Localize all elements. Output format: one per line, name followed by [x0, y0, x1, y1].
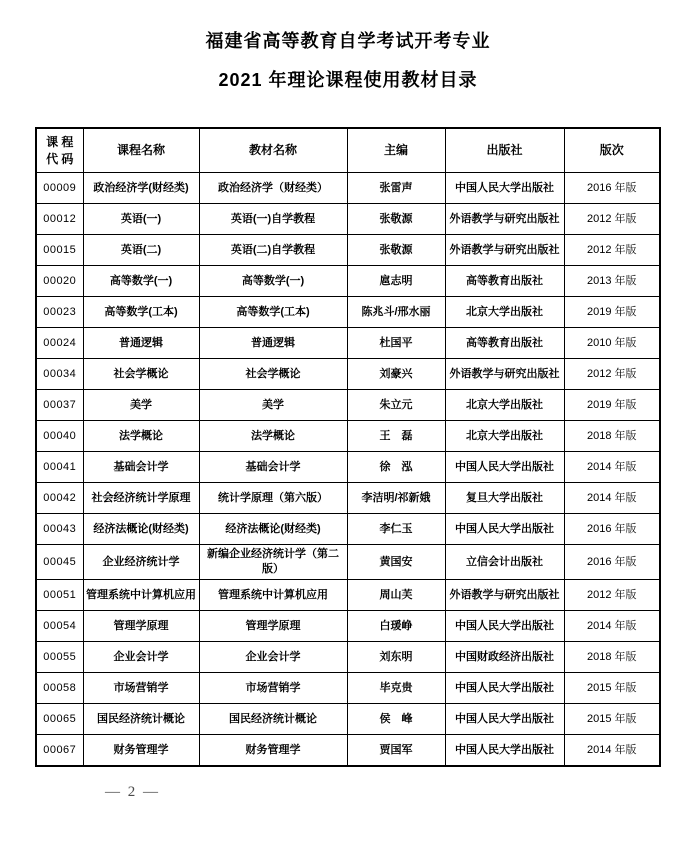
cell-code: 00054 [36, 611, 83, 642]
cell-editor: 杜国平 [347, 328, 445, 359]
header-publisher: 出版社 [445, 128, 564, 173]
cell-publisher: 中国人民大学出版社 [445, 452, 564, 483]
cell-publisher: 中国人民大学出版社 [445, 704, 564, 735]
cell-textbook: 美学 [199, 390, 347, 421]
cell-publisher: 北京大学出版社 [445, 390, 564, 421]
cell-textbook: 管理系统中计算机应用 [199, 580, 347, 611]
cell-code: 00045 [36, 545, 83, 580]
cell-course: 基础会计学 [83, 452, 199, 483]
cell-course: 市场营销学 [83, 673, 199, 704]
cell-edition: 2012 年版 [564, 580, 660, 611]
header-course-code [36, 128, 83, 173]
cell-editor: 侯 峰 [347, 704, 445, 735]
table-row [36, 328, 660, 359]
cell-code: 00012 [36, 204, 83, 235]
cell-textbook: 财务管理学 [199, 735, 347, 767]
cell-code: 00024 [36, 328, 83, 359]
table-row [36, 642, 660, 673]
table-row [36, 173, 660, 204]
cell-course: 高等数学(一) [83, 266, 199, 297]
cell-code: 00015 [36, 235, 83, 266]
table-row [36, 704, 660, 735]
cell-course: 英语(一) [83, 204, 199, 235]
cell-code: 00040 [36, 421, 83, 452]
cell-editor: 黄国安 [347, 545, 445, 580]
cell-textbook: 管理学原理 [199, 611, 347, 642]
table-row [36, 235, 660, 266]
cell-textbook: 经济法概论(财经类) [199, 514, 347, 545]
header-course-code-line2: 代 码 [46, 151, 74, 166]
cell-textbook: 普通逻辑 [199, 328, 347, 359]
cell-code: 00023 [36, 297, 83, 328]
cell-edition: 2018 年版 [564, 642, 660, 673]
cell-edition: 2014 年版 [564, 452, 660, 483]
cell-course: 国民经济统计概论 [83, 704, 199, 735]
cell-edition: 2015 年版 [564, 673, 660, 704]
cell-publisher: 外语教学与研究出版社 [445, 204, 564, 235]
page-title-line2: 2021 年理论课程使用教材目录 [218, 69, 478, 90]
cell-publisher: 外语教学与研究出版社 [445, 580, 564, 611]
cell-code: 00067 [36, 735, 83, 767]
table-row [36, 421, 660, 452]
cell-textbook: 市场营销学 [199, 673, 347, 704]
cell-edition: 2010 年版 [564, 328, 660, 359]
cell-publisher: 北京大学出版社 [445, 421, 564, 452]
page-title-line1: 福建省高等教育自学考试开考专业 [205, 31, 491, 51]
table-body [36, 173, 660, 767]
cell-code: 00065 [36, 704, 83, 735]
cell-textbook: 政治经济学（财经类） [199, 173, 347, 204]
cell-code: 00009 [36, 173, 83, 204]
cell-publisher: 高等教育出版社 [445, 266, 564, 297]
header-edition: 版次 [564, 128, 660, 173]
table-row [36, 673, 660, 704]
cell-publisher: 北京大学出版社 [445, 297, 564, 328]
cell-code: 00034 [36, 359, 83, 390]
cell-textbook: 法学概论 [199, 421, 347, 452]
cell-edition: 2016 年版 [564, 173, 660, 204]
cell-edition: 2014 年版 [564, 611, 660, 642]
table-row [36, 611, 660, 642]
table-row [36, 580, 660, 611]
cell-editor: 张敬源 [347, 235, 445, 266]
header-course-name: 课程名称 [83, 128, 199, 173]
cell-course: 法学概论 [83, 421, 199, 452]
cell-textbook: 英语(一)自学教程 [199, 204, 347, 235]
cell-edition: 2014 年版 [564, 483, 660, 514]
cell-publisher: 中国人民大学出版社 [445, 514, 564, 545]
table-row [36, 452, 660, 483]
cell-editor: 扈志明 [347, 266, 445, 297]
cell-publisher: 外语教学与研究出版社 [445, 359, 564, 390]
cell-edition: 2016 年版 [564, 514, 660, 545]
cell-code: 00041 [36, 452, 83, 483]
cell-course: 管理系统中计算机应用 [83, 580, 199, 611]
cell-textbook: 英语(二)自学教程 [199, 235, 347, 266]
cell-course: 社会学概论 [83, 359, 199, 390]
cell-edition: 2012 年版 [564, 359, 660, 390]
cell-editor: 张雷声 [347, 173, 445, 204]
cell-editor: 朱立元 [347, 390, 445, 421]
cell-editor: 刘东明 [347, 642, 445, 673]
cell-editor: 毕克贵 [347, 673, 445, 704]
cell-edition: 2015 年版 [564, 704, 660, 735]
cell-publisher: 立信会计出版社 [445, 545, 564, 580]
cell-publisher: 中国人民大学出版社 [445, 735, 564, 767]
cell-course: 美学 [83, 390, 199, 421]
cell-editor: 贾国军 [347, 735, 445, 767]
table-row [36, 297, 660, 328]
cell-edition: 2016 年版 [564, 545, 660, 580]
cell-editor: 白瑗峥 [347, 611, 445, 642]
cell-code: 00020 [36, 266, 83, 297]
cell-course: 高等数学(工本) [83, 297, 199, 328]
cell-edition: 2019 年版 [564, 297, 660, 328]
cell-code: 00058 [36, 673, 83, 704]
cell-textbook: 统计学原理（第六版） [199, 483, 347, 514]
cell-textbook: 高等数学(一) [199, 266, 347, 297]
cell-edition: 2012 年版 [564, 204, 660, 235]
header-textbook-name: 教材名称 [199, 128, 347, 173]
cell-textbook: 高等数学(工本) [199, 297, 347, 328]
cell-editor: 陈兆斗/邢水丽 [347, 297, 445, 328]
table-row [36, 359, 660, 390]
table-row [36, 390, 660, 421]
cell-edition: 2018 年版 [564, 421, 660, 452]
textbook-catalog-table [35, 127, 661, 767]
cell-course: 企业会计学 [83, 642, 199, 673]
cell-editor: 徐 泓 [347, 452, 445, 483]
table-row [36, 735, 660, 767]
cell-course: 经济法概论(财经类) [83, 514, 199, 545]
cell-edition: 2019 年版 [564, 390, 660, 421]
cell-course: 企业经济统计学 [83, 545, 199, 580]
cell-code: 00037 [36, 390, 83, 421]
cell-code: 00051 [36, 580, 83, 611]
table-row [36, 483, 660, 514]
cell-code: 00043 [36, 514, 83, 545]
cell-publisher: 外语教学与研究出版社 [445, 235, 564, 266]
cell-publisher: 中国人民大学出版社 [445, 611, 564, 642]
cell-course: 管理学原理 [83, 611, 199, 642]
page-number: — 2 — [105, 784, 160, 801]
header-course-code-line1: 课 程 [46, 134, 74, 149]
cell-course: 普通逻辑 [83, 328, 199, 359]
cell-publisher: 中国人民大学出版社 [445, 673, 564, 704]
cell-edition: 2012 年版 [564, 235, 660, 266]
cell-course: 政治经济学(财经类) [83, 173, 199, 204]
table-header-row [36, 128, 660, 173]
cell-textbook: 企业会计学 [199, 642, 347, 673]
cell-editor: 周山芙 [347, 580, 445, 611]
cell-editor: 张敬源 [347, 204, 445, 235]
cell-textbook: 新编企业经济统计学（第二版） [199, 545, 347, 580]
cell-editor: 李仁玉 [347, 514, 445, 545]
table-row [36, 514, 660, 545]
cell-publisher: 中国人民大学出版社 [445, 173, 564, 204]
table-row [36, 545, 660, 580]
table-row [36, 266, 660, 297]
cell-course: 社会经济统计学原理 [83, 483, 199, 514]
cell-edition: 2014 年版 [564, 735, 660, 767]
cell-course: 英语(二) [83, 235, 199, 266]
table-row [36, 204, 660, 235]
cell-textbook: 基础会计学 [199, 452, 347, 483]
cell-editor: 王 磊 [347, 421, 445, 452]
cell-code: 00055 [36, 642, 83, 673]
header-editor: 主编 [347, 128, 445, 173]
cell-editor: 刘豪兴 [347, 359, 445, 390]
cell-edition: 2013 年版 [564, 266, 660, 297]
cell-course: 财务管理学 [83, 735, 199, 767]
cell-code: 00042 [36, 483, 83, 514]
cell-publisher: 高等教育出版社 [445, 328, 564, 359]
cell-textbook: 国民经济统计概论 [199, 704, 347, 735]
cell-publisher: 中国财政经济出版社 [445, 642, 564, 673]
cell-textbook: 社会学概论 [199, 359, 347, 390]
cell-publisher: 复旦大学出版社 [445, 483, 564, 514]
cell-editor: 李洁明/祁新娥 [347, 483, 445, 514]
